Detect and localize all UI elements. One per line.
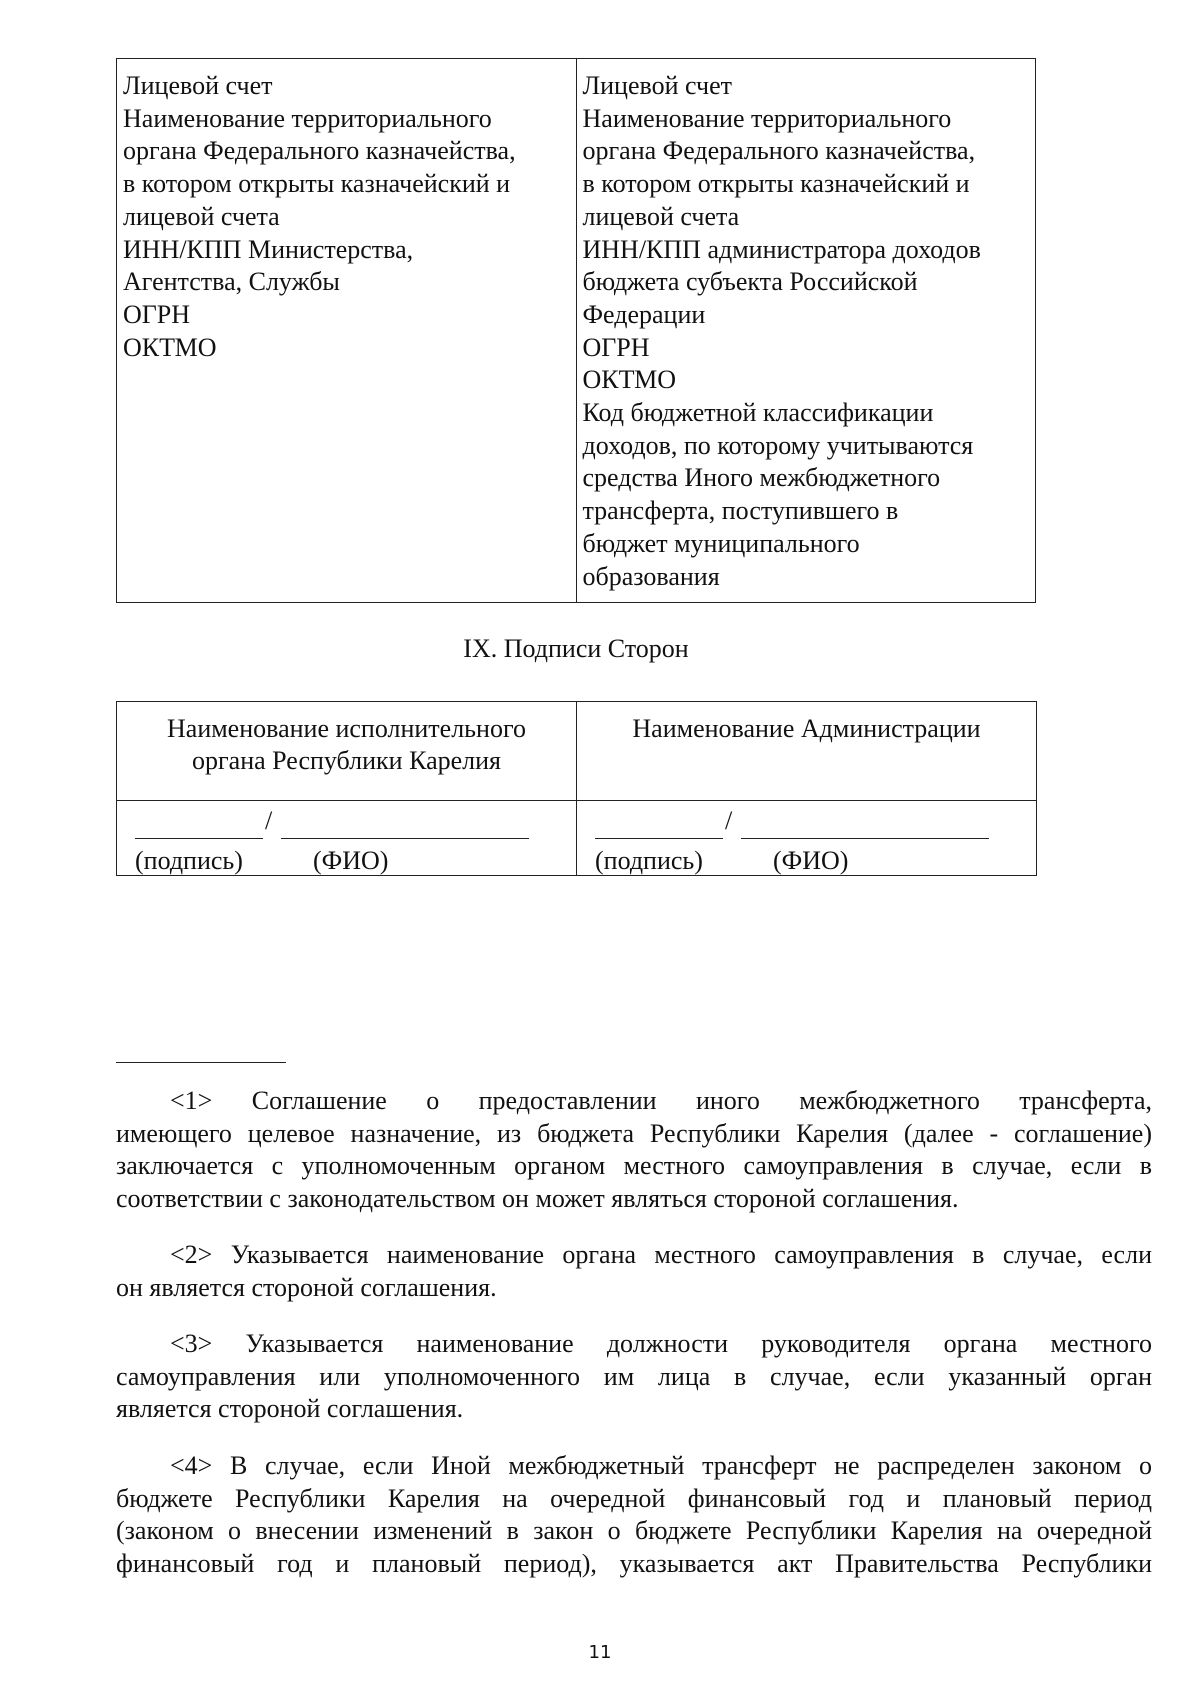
footnote-line: самоуправления или уполномоченного им лица в случае, если указанный орган bbox=[116, 1361, 1152, 1391]
footnote-4 bbox=[116, 1450, 1152, 1580]
footnote-2 bbox=[116, 1239, 1152, 1304]
signature-header-row bbox=[117, 702, 1037, 801]
requisites-right-line: ОКТМО bbox=[582, 365, 677, 395]
requisites-right-line: в котором открыты казначейский и bbox=[582, 169, 970, 199]
requisites-right-line: Федерации bbox=[582, 299, 706, 329]
signature-line bbox=[135, 838, 263, 839]
footnote-line: <3> Указывается наименование должности руководителя органа местного bbox=[170, 1329, 1152, 1358]
requisites-left-line: в котором открыты казначейский и bbox=[123, 169, 511, 199]
footnote-line: бюджете Республики Карелия на очередной финансовый год и плановый период bbox=[116, 1483, 1152, 1513]
fio-label: (ФИО) bbox=[773, 846, 849, 875]
requisites-right-line: бюджета субъекта Российской bbox=[582, 267, 918, 297]
requisites-left-line: лицевой счета bbox=[123, 201, 280, 231]
requisites-right-line: Код бюджетной классификации bbox=[582, 398, 934, 428]
right-signature-block bbox=[595, 806, 1036, 881]
signature-fields-row bbox=[117, 801, 1037, 876]
footnote-1 bbox=[116, 1085, 1152, 1215]
fio-label: (ФИО) bbox=[313, 846, 389, 875]
footnote-line: <2> Указывается наименование органа местного самоуправления в случае, если bbox=[170, 1240, 1152, 1269]
requisites-left-line: органа Федерального казначейства, bbox=[123, 136, 516, 166]
footnote-line: является стороной соглашения. bbox=[116, 1394, 464, 1424]
footnote-line: он является стороной соглашения. bbox=[116, 1272, 497, 1302]
requisites-left-line: ИНН/КПП Министерства, bbox=[123, 234, 414, 264]
footnote-line: (законом о внесении изменений в закон о бюджете Республики Карелия на очередной bbox=[116, 1516, 1152, 1546]
left-header-line: органа Республики Карелия bbox=[191, 746, 502, 775]
fio-line bbox=[281, 838, 529, 839]
requisites-left-line: Агентства, Службы bbox=[123, 267, 340, 297]
signature-label: (подпись) bbox=[595, 846, 703, 875]
signature-right-header bbox=[577, 702, 1037, 801]
section-title: IX. Подписи Сторон bbox=[463, 634, 689, 663]
footnote-line: <4> В случае, если Иной межбюджетный трансферт не распределен законом о bbox=[170, 1451, 1152, 1480]
requisites-left-cell bbox=[117, 59, 577, 603]
requisites-right-line: Лицевой счет bbox=[582, 71, 733, 100]
requisites-right-line: органа Федерального казначейства, bbox=[582, 136, 976, 166]
requisites-right-line: средства Иного межбюджетного bbox=[582, 463, 941, 493]
requisites-right-line: доходов, по которому учитываются bbox=[582, 430, 974, 460]
signature-line bbox=[595, 838, 723, 839]
signature-slash: / bbox=[265, 806, 273, 835]
page-number: 11 bbox=[588, 1642, 612, 1663]
left-signature-cell bbox=[117, 801, 577, 876]
requisites-row bbox=[117, 59, 1036, 603]
requisites-left-line: Наименование территориального bbox=[123, 103, 492, 133]
signature-table bbox=[116, 701, 1037, 876]
left-header-line: Наименование исполнительного bbox=[167, 714, 526, 743]
requisites-left-line: Лицевой счет bbox=[123, 71, 273, 100]
footnote-line: имеющего целевое назначение, из бюджета Республики Карелия (далее - соглашение) bbox=[116, 1118, 1152, 1148]
fio-line bbox=[741, 838, 989, 839]
footnote-line: финансовый год и плановый период), указывается акт Правительства Республики bbox=[116, 1548, 1152, 1578]
requisites-right-line: ИНН/КПП администратора доходов bbox=[582, 234, 981, 264]
requisites-right-cell bbox=[576, 59, 1036, 603]
requisites-table bbox=[116, 58, 1036, 603]
requisites-right-line: Наименование территориального bbox=[582, 103, 952, 133]
footnote-3 bbox=[116, 1328, 1152, 1426]
footnote-line: заключается с уполномоченным органом местного самоуправления в случае, если в bbox=[116, 1151, 1152, 1181]
left-signature-block bbox=[135, 806, 576, 881]
requisites-right-line: лицевой счета bbox=[582, 201, 740, 231]
right-signature-cell bbox=[577, 801, 1037, 876]
footnote-line: соответствии с законодательством он может являться стороной соглашения. bbox=[116, 1183, 959, 1213]
signature-label: (подпись) bbox=[135, 846, 243, 875]
footnote-separator bbox=[116, 1062, 286, 1063]
requisites-right-line: образования bbox=[582, 561, 720, 591]
requisites-right-line: трансферта, поступившего в bbox=[582, 496, 899, 526]
signature-slash: / bbox=[725, 806, 733, 835]
requisites-right-line: ОГРН bbox=[582, 332, 650, 362]
requisites-left-line: ОГРН bbox=[123, 299, 191, 329]
footnote-line: <1> Соглашение о предоставлении иного межбюджетного трансферта, bbox=[170, 1086, 1152, 1115]
right-header-line: Наименование Администрации bbox=[632, 714, 981, 743]
signature-left-header bbox=[117, 702, 577, 801]
requisites-left-line: ОКТМО bbox=[123, 332, 217, 362]
requisites-right-line: бюджет муниципального bbox=[582, 528, 860, 558]
